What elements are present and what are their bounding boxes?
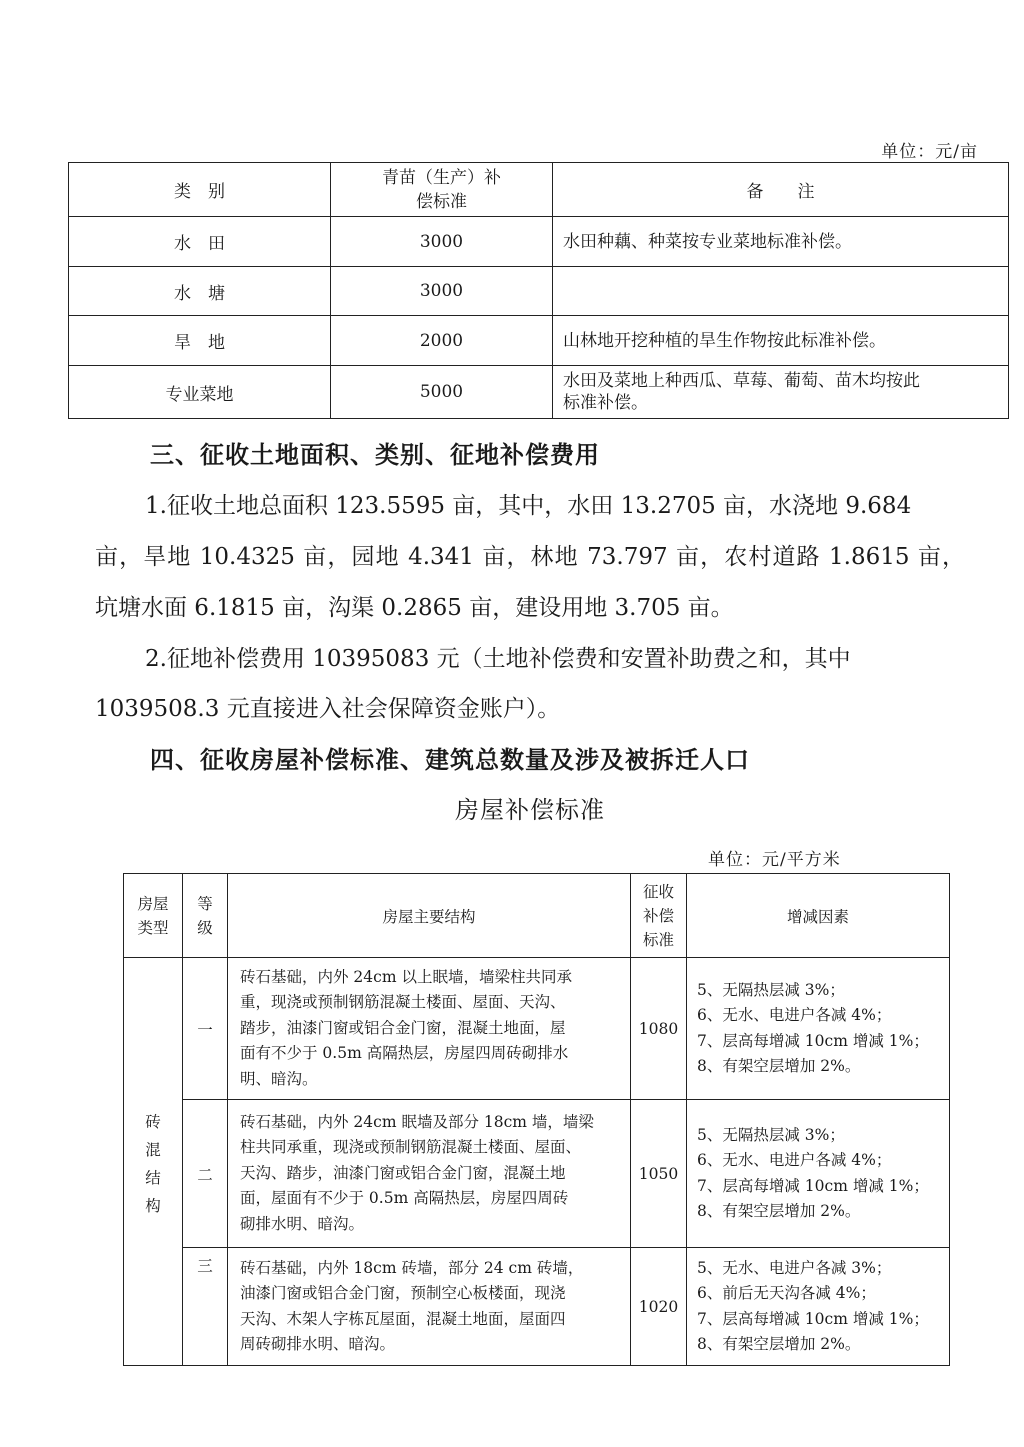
section3-p1-line2: 亩，旱地 10.4325 亩，园地 4.341 亩，林地 73.797 亩，农村道路 1.8615 亩，: [95, 544, 965, 570]
factor-line: 8、有架空层增加 2%。: [697, 1057, 861, 1075]
header-category: 类 别: [69, 163, 331, 217]
structure-line: 明、暗沟。: [240, 1069, 318, 1088]
row-remark-line1: 水田及菜地上种西瓜、草莓、葡萄、苗木均按此: [563, 371, 920, 391]
factor-line: 8、有架空层增加 2%。: [697, 1202, 861, 1220]
section3-p2-line1: 2.征地补偿费用 10395083 元（土地补偿费和安置补助费之和，其中: [145, 646, 851, 672]
table-row: [124, 958, 950, 1100]
factor-line: 5、无隔热层减 3%；: [697, 1125, 845, 1144]
header-house-type-l1: 房屋: [137, 894, 169, 913]
structure-line: 砖石基础，内外 24cm 眠墙及部分 18cm 墙，墙梁: [240, 1112, 594, 1131]
row-standard: 5000: [331, 366, 553, 419]
structure-cell: [228, 1100, 631, 1248]
structure-cell: [228, 1248, 631, 1366]
factor-line: 8、有架空层增加 2%。: [697, 1335, 861, 1353]
header-house-type-l2: 类型: [137, 918, 169, 937]
table2-unit: 单位：元/平方米: [708, 850, 841, 870]
header-factors: 增减因素: [687, 874, 950, 958]
section3-title: 三、征收土地面积、类别、征地补偿费用: [150, 440, 600, 469]
table-row: [69, 267, 1009, 316]
header-standard-l1: 征收: [642, 882, 674, 901]
structure-line: 柱共同承重，现浇或预制钢筋混凝土楼面、屋面、: [240, 1138, 582, 1157]
header-standard-l2: 补偿: [642, 906, 674, 925]
header-grade-l1: 等: [197, 894, 213, 913]
row-standard: 2000: [331, 316, 553, 366]
section3-p1-line1: 1.征收土地总面积 123.5595 亩，其中，水田 13.2705 亩，水浇地 9.684: [145, 493, 912, 519]
factors-cell: [687, 1100, 950, 1248]
house-type-char: 砖: [145, 1113, 161, 1131]
header-remark: 备 注: [553, 163, 1009, 217]
table-row: [124, 1248, 950, 1366]
header-standard: [331, 163, 553, 217]
seedling-compensation-table: [68, 162, 1009, 419]
row-remark-line2: 标准补偿。: [563, 393, 648, 413]
structure-line: 砌排水明、暗沟。: [240, 1214, 365, 1233]
house-type-char: 结: [145, 1169, 161, 1187]
house-type-char: 混: [145, 1141, 161, 1159]
row-category: 水 田: [69, 217, 331, 267]
row-standard: 3000: [331, 267, 553, 316]
house-compensation-title: 房屋补偿标准: [455, 796, 605, 824]
factor-line: 6、前后无天沟各减 4%；: [697, 1284, 876, 1302]
header-standard: [631, 874, 687, 958]
house-compensation-table: [123, 873, 950, 1366]
row-remark: 水田种藕、种菜按专业菜地标准补偿。: [553, 217, 1009, 267]
row-category: 旱 地: [69, 316, 331, 366]
factor-line: 7、层高每增减 10cm 增减 1%；: [697, 1176, 929, 1195]
factor-line: 7、层高每增减 10cm 增减 1%；: [697, 1031, 929, 1050]
standard-cell: 1080: [631, 958, 687, 1100]
house-type-cell: [124, 958, 183, 1366]
structure-line: 踏步，油漆门窗或铝合金门窗，混凝土地面，屋: [240, 1018, 566, 1037]
structure-line: 重，现浇或预制钢筋混凝土楼面、屋面、天沟、: [240, 993, 566, 1012]
section3-p1-line3: 坑塘水面 6.1815 亩，沟渠 0.2865 亩，建设用地 3.705 亩。: [95, 595, 734, 621]
grade-cell: 二: [183, 1100, 228, 1248]
factors-cell: [687, 958, 950, 1100]
table1-unit: 单位：元/亩: [881, 142, 978, 162]
row-category: 水 塘: [69, 267, 331, 316]
factor-line: 5、无水、电进户各减 3%；: [697, 1258, 892, 1277]
table-row: [69, 316, 1009, 366]
structure-line: 砖石基础，内外 24cm 以上眠墙，墙梁柱共同承: [240, 967, 572, 986]
row-remark: [553, 267, 1009, 316]
factor-line: 6、无水、电进户各减 4%；: [697, 1006, 892, 1024]
header-standard-line2: 偿标准: [416, 191, 467, 212]
structure-line: 天沟、木架人字栋瓦屋面，混凝土地面，屋面四: [240, 1309, 566, 1328]
header-grade-l2: 级: [197, 918, 213, 937]
structure-line: 周砖砌排水明、暗沟。: [240, 1335, 396, 1353]
table-row: [69, 217, 1009, 267]
table-row: [124, 1100, 950, 1248]
factor-line: 7、层高每增减 10cm 增减 1%；: [697, 1309, 929, 1328]
grade-cell: 三: [183, 1248, 228, 1366]
structure-line: 油漆门窗或铝合金门窗，预制空心板楼面，现浇: [240, 1284, 566, 1302]
row-standard: 3000: [331, 217, 553, 267]
factor-line: 6、无水、电进户各减 4%；: [697, 1151, 892, 1169]
header-standard-l3: 标准: [642, 930, 674, 949]
header-house-type: [124, 874, 183, 958]
row-category: 专业菜地: [69, 366, 331, 419]
structure-line: 砖石基础，内外 18cm 砖墙，部分 24 cm 砖墙，: [240, 1258, 584, 1277]
header-grade: [183, 874, 228, 958]
factors-cell: [687, 1248, 950, 1366]
row-remark: [553, 366, 1009, 419]
structure-cell: [228, 958, 631, 1100]
row-remark: 山林地开挖种植的旱生作物按此标准补偿。: [553, 316, 1009, 366]
standard-cell: 1050: [631, 1100, 687, 1248]
house-type-char: 构: [145, 1197, 161, 1215]
grade-cell: 一: [183, 958, 228, 1100]
header-structure: 房屋主要结构: [228, 874, 631, 958]
section3-p2-line2: 1039508.3 元直接进入社会保障资金账户）。: [95, 696, 561, 722]
section4-title: 四、征收房屋补偿标准、建筑总数量及涉及被拆迁人口: [150, 745, 750, 774]
header-standard-line1: 青苗（生产）补: [382, 167, 501, 188]
structure-line: 面有不少于 0.5m 高隔热层，房屋四周砖砌排水: [240, 1044, 569, 1063]
structure-line: 天沟、踏步，油漆门窗或铝合金门窗，混凝土地: [240, 1163, 566, 1182]
structure-line: 面，屋面有不少于 0.5m 高隔热层，房屋四周砖: [240, 1189, 569, 1208]
standard-cell: 1020: [631, 1248, 687, 1366]
table-row: [69, 366, 1009, 419]
factor-line: 5、无隔热层减 3%；: [697, 980, 845, 999]
